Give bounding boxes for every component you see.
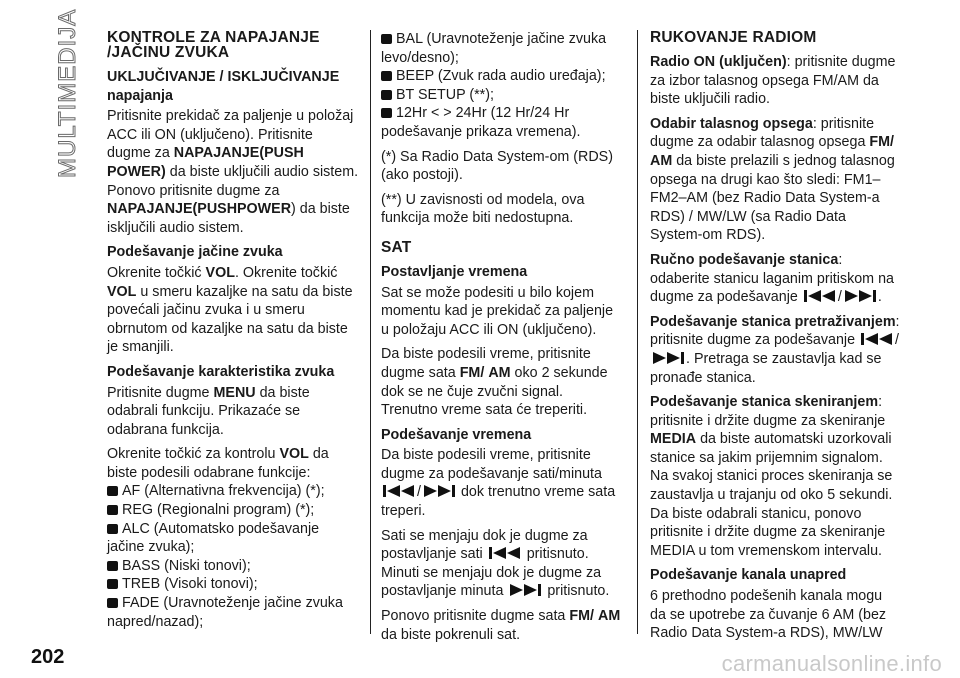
paragraph-hours-minutes: Sati se menjaju dok je dugme za postavljanje sati pritisnuto. Minuti se menjaju dok je dugme za postavljanje minuta pritisnuto. xyxy=(381,527,610,600)
skip-back-icon xyxy=(488,546,522,560)
subsection-title-set-time: Postavljanje vremena xyxy=(381,263,528,280)
list-item: BT SETUP (**); xyxy=(381,86,621,105)
watermark[interactable]: carmanualsonline.info xyxy=(721,651,942,676)
list-item: BAL (Uravnoteženje jačine zvuka levo/desno); xyxy=(381,31,607,66)
bullet-square-icon xyxy=(107,486,118,496)
paragraph-clock-button: Da biste podesili vreme, pritisnite dugme sata FM/ AM oko 2 sekunde dok se ne čuje zvučni signal. Trenutno vreme sata će treperiti. xyxy=(381,346,608,419)
paragraph-scan-tuning: Podešavanje stanica skeniranjem: pritisnite i držite dugme za skeniranje MEDIA da biste automatski uzorkovali stanice sa jakim prijemnim signalom. Na svakoj stanici proces skeniranja se zaustavlja u trajanju od oko 5 sekundi. Da biste odabrali stanicu, ponovo pritisnite i držite dugme za skeniranje MEDIA u tom vremenskom intervalu. xyxy=(650,394,893,559)
paragraph-power: Pritisnite prekidač za paljenje u položaj ACC ili ON (uključeno). Pritisnite dugme za NAPAJANJE(PUSH POWER) da biste uključili audio sistem. Ponovo pritisnite dugme za NAPAJANJE(PUSHPOWER) da biste isključili audio sistem. xyxy=(107,108,359,236)
footnote-rds: (*) Sa Radio Data System-om (RDS) (ako postoji). xyxy=(381,148,613,184)
section-heading-radio: RUKOVANJE RADIOM xyxy=(650,29,817,46)
section-heading-clock: SAT xyxy=(381,238,412,256)
bullet-square-icon xyxy=(107,598,118,608)
bullet-square-icon xyxy=(107,524,118,534)
skip-back-icon xyxy=(803,289,837,303)
skip-back-icon xyxy=(382,484,416,498)
bullet-square-icon xyxy=(107,561,118,571)
subsection-title-volume: Podešavanje jačine zvuka xyxy=(107,244,283,261)
paragraph-manual-tuning: Ručno podešavanje stanica: odaberite stanicu laganim pritiskom na dugme za podešavanje / . xyxy=(650,251,894,306)
paragraph-menu: Pritisnite dugme MENU da biste odabrali funkciju. Prikazaće se odabrana funkcija. xyxy=(107,384,310,438)
list-item: ALC (Automatsko podešavanje jačine zvuka); xyxy=(107,520,320,556)
paragraph-set-time: Sat se može podesiti u bilo kojem momentu kad je prekidač za paljenje u položaju ACC ili ON (uključeno). xyxy=(381,284,614,338)
column-divider xyxy=(637,30,638,634)
paragraph-adjust-time: Da biste podesili vreme, pritisnite dugme za podešavanje sati/minuta / dok trenutno vreme sata treperi. xyxy=(381,447,616,520)
paragraph-band-select: Odabir talasnog opsega: pritisnite dugme za odabir talasnog opsega FM/ AM da biste prelazili s jednog talasnog opsega na drugi kao što sledi: FM1–FM2–AM (bez Radio Data System-a RDS) / MW/LW (sa Radio Data System-om RDS). xyxy=(650,115,895,244)
subsection-title-power: UKLJUČIVANJE / ISKLJUČIVANJE napajanja xyxy=(107,69,340,104)
list-item: 12Hr < > 24Hr (12 Hr/24 Hr podešavanje prikaza vremena). xyxy=(381,105,581,140)
column-3 xyxy=(650,30,900,649)
paragraph-seek-tuning: Podešavanje stanica pretraživanjem: pritisnite dugme za podešavanje / . Pretraga se zaustavlja kad se pronađe stanica. xyxy=(650,313,900,386)
section-heading-power-volume: KONTROLE ZA NAPAJANJE /JAČINU ZVUKA xyxy=(107,29,320,61)
bullet-square-icon xyxy=(107,579,118,589)
skip-forward-icon xyxy=(422,484,456,498)
paragraph-vol-control: Okrenite točkić za kontrolu VOL da biste podesili odabrane funkcije: xyxy=(107,446,329,481)
column-divider xyxy=(370,30,371,634)
subsection-title-adjust-time: Podešavanje vremena xyxy=(381,426,532,443)
subsection-title-presets: Podešavanje kanala unapred xyxy=(650,567,847,584)
skip-forward-icon xyxy=(651,351,685,365)
footnote-model: (**) U zavisnosti od modela, ova funkcija može biti nedostupna. xyxy=(381,191,585,227)
bullet-square-icon xyxy=(381,108,392,118)
list-item: TREB (Visoki tonovi); xyxy=(107,575,359,594)
bullet-square-icon xyxy=(107,505,118,515)
list-item: BASS (Niski tonovi); xyxy=(107,557,359,576)
page-number: 202 xyxy=(31,646,65,668)
skip-back-icon xyxy=(860,332,894,346)
bullet-square-icon xyxy=(381,71,392,81)
subsection-title-sound: Podešavanje karakteristika zvuka xyxy=(107,363,335,380)
bullet-square-icon xyxy=(381,34,392,44)
skip-forward-icon xyxy=(508,583,542,597)
paragraph-radio-on: Radio ON (uključen): pritisnite dugme za izbor talasnog opsega FM/AM da biste uključili radio. xyxy=(650,54,896,108)
list-item: BEEP (Zvuk rada audio uređaja); xyxy=(381,67,621,86)
bullet-square-icon xyxy=(381,90,392,100)
column-2 xyxy=(381,30,621,650)
list-item: REG (Regionalni program) (*); xyxy=(107,501,359,520)
paragraph-volume: Okrenite točkić VOL. Okrenite točkić VOL u smeru kazaljke na satu da biste povećali jačinu zvuka i u smeru obrnutom od kazaljke na satu da biste je smanjili. xyxy=(107,264,353,356)
chapter-side-label: MULTIMEDIJA xyxy=(54,8,81,178)
skip-forward-icon xyxy=(843,289,877,303)
paragraph-presets: 6 prethodno podešenih kanala mogu da se upotrebe za čuvanje 6 AM (bez Radio Data System-a RDS), MW/LW xyxy=(650,588,887,642)
paragraph-start-clock: Ponovo pritisnite dugme sata FM/ AM da biste pokrenuli sat. xyxy=(381,608,621,643)
list-item: FADE (Uravnoteženje jačine zvuka napred/nazad); xyxy=(107,595,343,630)
column-1 xyxy=(107,30,359,631)
list-item: AF (Alternativna frekvencija) (*); xyxy=(107,482,359,501)
